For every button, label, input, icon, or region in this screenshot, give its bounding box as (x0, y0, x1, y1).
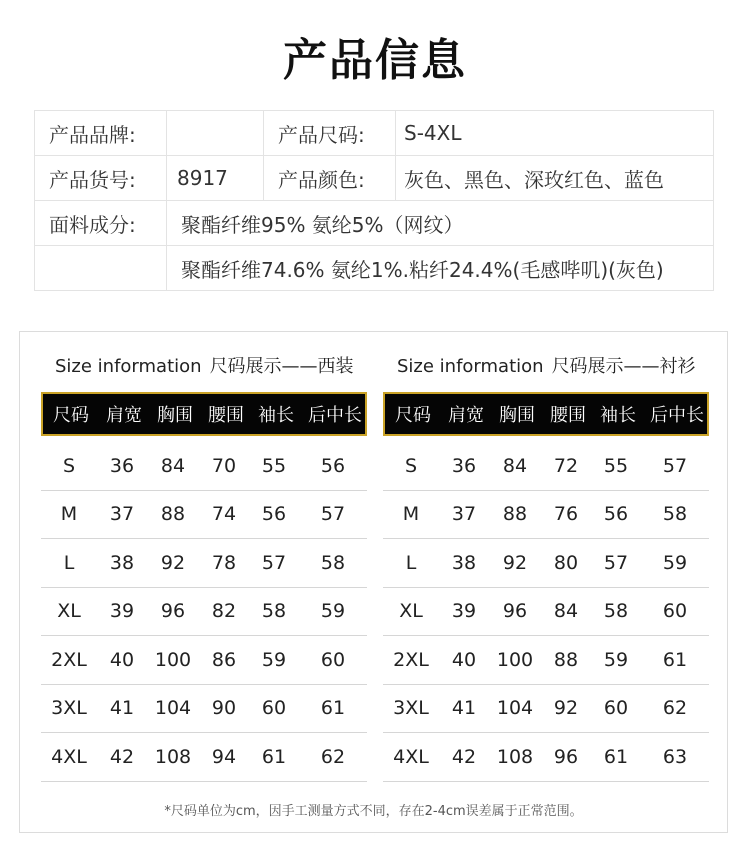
back-length-cell: 59 (320, 600, 346, 623)
header-sleeve: 袖长 (258, 405, 294, 426)
shoulder-cell: 40 (451, 648, 477, 671)
shoulder-cell: 38 (109, 551, 135, 574)
header-back-length: 后中长 (308, 405, 362, 426)
chest-cell: 104 (154, 697, 192, 720)
table-row (383, 588, 709, 637)
shoulder-cell: 41 (451, 697, 477, 720)
chest-cell: 92 (160, 551, 186, 574)
shoulder-cell: 42 (451, 745, 477, 768)
waist-cell: 96 (553, 745, 579, 768)
fabric-label-empty (35, 246, 167, 291)
chest-cell: 108 (496, 745, 534, 768)
shoulder-cell: 36 (109, 454, 135, 477)
header-sleeve: 袖长 (600, 405, 636, 426)
table-row (383, 539, 709, 588)
waist-cell: 76 (553, 503, 579, 526)
product-info-table (34, 110, 714, 291)
header-shoulder: 肩宽 (448, 405, 484, 426)
sleeve-cell: 56 (261, 503, 287, 526)
size-cell: XL (57, 600, 81, 623)
info-row (35, 156, 714, 201)
back-length-cell: 61 (320, 697, 346, 720)
shirt-title-cn: 尺码展示——衬衫 (551, 356, 696, 377)
sleeve-cell: 55 (261, 454, 287, 477)
waist-cell: 92 (553, 697, 579, 720)
size-cell: M (60, 503, 78, 526)
back-length-cell: 59 (662, 551, 688, 574)
sleeve-cell: 60 (261, 697, 287, 720)
chest-cell: 100 (154, 648, 192, 671)
header-waist: 腰围 (550, 405, 586, 426)
shoulder-cell: 37 (109, 503, 135, 526)
waist-cell: 84 (553, 600, 579, 623)
size-cell: 3XL (393, 697, 429, 720)
waist-cell: 86 (211, 648, 237, 671)
header-size: 尺码 (53, 405, 89, 426)
shirt-title-en: Size information (397, 356, 544, 377)
shoulder-cell: 40 (109, 648, 135, 671)
size-cell: 3XL (51, 697, 87, 720)
shirt-size-title (397, 352, 696, 378)
suit-title-en: Size information (55, 356, 202, 377)
sleeve-cell: 61 (603, 745, 629, 768)
shirt-table-header (383, 392, 709, 436)
fabric-label: 面料成分: (35, 201, 167, 246)
size-cell: L (63, 551, 75, 574)
chest-cell: 84 (502, 454, 528, 477)
waist-cell: 72 (553, 454, 579, 477)
sleeve-cell: 59 (261, 648, 287, 671)
table-row (383, 442, 709, 491)
chest-cell: 104 (496, 697, 534, 720)
shoulder-cell: 36 (451, 454, 477, 477)
sleeve-cell: 59 (603, 648, 629, 671)
back-length-cell: 56 (320, 454, 346, 477)
table-row (41, 442, 367, 491)
sleeve-cell: 60 (603, 697, 629, 720)
size-cell: 2XL (393, 648, 429, 671)
table-row (383, 491, 709, 540)
size-cell: 2XL (51, 648, 87, 671)
sleeve-cell: 58 (261, 600, 287, 623)
sleeve-cell: 57 (261, 551, 287, 574)
back-length-cell: 57 (320, 503, 346, 526)
table-row (383, 733, 709, 782)
shoulder-cell: 41 (109, 697, 135, 720)
waist-cell: 82 (211, 600, 237, 623)
brand-value (167, 111, 264, 156)
waist-cell: 70 (211, 454, 237, 477)
table-row (41, 539, 367, 588)
sleeve-cell: 56 (603, 503, 629, 526)
shoulder-cell: 39 (109, 600, 135, 623)
size-cell: 4XL (51, 745, 87, 768)
chest-cell: 96 (160, 600, 186, 623)
size-cell: XL (399, 600, 423, 623)
sleeve-cell: 55 (603, 454, 629, 477)
header-back-length: 后中长 (650, 405, 704, 426)
color-label: 产品颜色: (264, 156, 396, 201)
chest-cell: 92 (502, 551, 528, 574)
back-length-cell: 60 (662, 600, 688, 623)
table-row (383, 636, 709, 685)
table-row (41, 491, 367, 540)
size-cell: L (405, 551, 417, 574)
waist-cell: 78 (211, 551, 237, 574)
table-row (41, 685, 367, 734)
table-row (41, 588, 367, 637)
table-row (383, 685, 709, 734)
header-chest: 胸围 (157, 405, 193, 426)
size-cell: 4XL (393, 745, 429, 768)
back-length-cell: 63 (662, 745, 688, 768)
size-cell: M (402, 503, 420, 526)
brand-label: 产品品牌: (35, 111, 167, 156)
color-value: 灰色、黑色、深玫红色、蓝色 (396, 156, 714, 201)
back-length-cell: 61 (662, 648, 688, 671)
suit-table-rows (41, 442, 367, 782)
back-length-cell: 60 (320, 648, 346, 671)
shoulder-cell: 39 (451, 600, 477, 623)
measurement-note: *尺码单位为cm，因手工测量方式不同，存在2-4cm误差属于正常范围。 (164, 804, 583, 819)
back-length-cell: 57 (662, 454, 688, 477)
sleeve-cell: 57 (603, 551, 629, 574)
chest-cell: 88 (502, 503, 528, 526)
waist-cell: 74 (211, 503, 237, 526)
chest-cell: 88 (160, 503, 186, 526)
header-chest: 胸围 (499, 405, 535, 426)
shirt-table-rows (383, 442, 709, 782)
size-range-label: 产品尺码: (264, 111, 396, 156)
back-length-cell: 62 (320, 745, 346, 768)
size-cell: S (404, 454, 418, 477)
size-cell: S (62, 454, 76, 477)
chest-cell: 84 (160, 454, 186, 477)
table-row (41, 636, 367, 685)
info-row (35, 246, 714, 291)
fabric-value-2: 聚酯纤维74.6% 氨纶1%.粘纤24.4%(毛感哔叽)(灰色) (167, 246, 714, 291)
page-title: 产品信息 (283, 35, 467, 86)
shoulder-cell: 42 (109, 745, 135, 768)
waist-cell: 88 (553, 648, 579, 671)
header-shoulder: 肩宽 (106, 405, 142, 426)
sleeve-cell: 61 (261, 745, 287, 768)
suit-size-title (55, 352, 354, 378)
back-length-cell: 58 (320, 551, 346, 574)
item-code-value: 8917 (167, 156, 264, 201)
suit-title-cn: 尺码展示——西装 (209, 356, 354, 377)
info-row (35, 111, 714, 156)
suit-table-header (41, 392, 367, 436)
waist-cell: 94 (211, 745, 237, 768)
sleeve-cell: 58 (603, 600, 629, 623)
table-row (41, 733, 367, 782)
back-length-cell: 58 (662, 503, 688, 526)
fabric-value-1: 聚酯纤维95% 氨纶5%（网纹） (167, 201, 714, 246)
size-chart-box (19, 331, 728, 833)
waist-cell: 80 (553, 551, 579, 574)
info-row (35, 201, 714, 246)
chest-cell: 108 (154, 745, 192, 768)
back-length-cell: 62 (662, 697, 688, 720)
header-waist: 腰围 (208, 405, 244, 426)
shoulder-cell: 38 (451, 551, 477, 574)
waist-cell: 90 (211, 697, 237, 720)
size-range-value: S-4XL (396, 111, 714, 156)
shoulder-cell: 37 (451, 503, 477, 526)
header-size: 尺码 (395, 405, 431, 426)
chest-cell: 96 (502, 600, 528, 623)
item-code-label: 产品货号: (35, 156, 167, 201)
chest-cell: 100 (496, 648, 534, 671)
